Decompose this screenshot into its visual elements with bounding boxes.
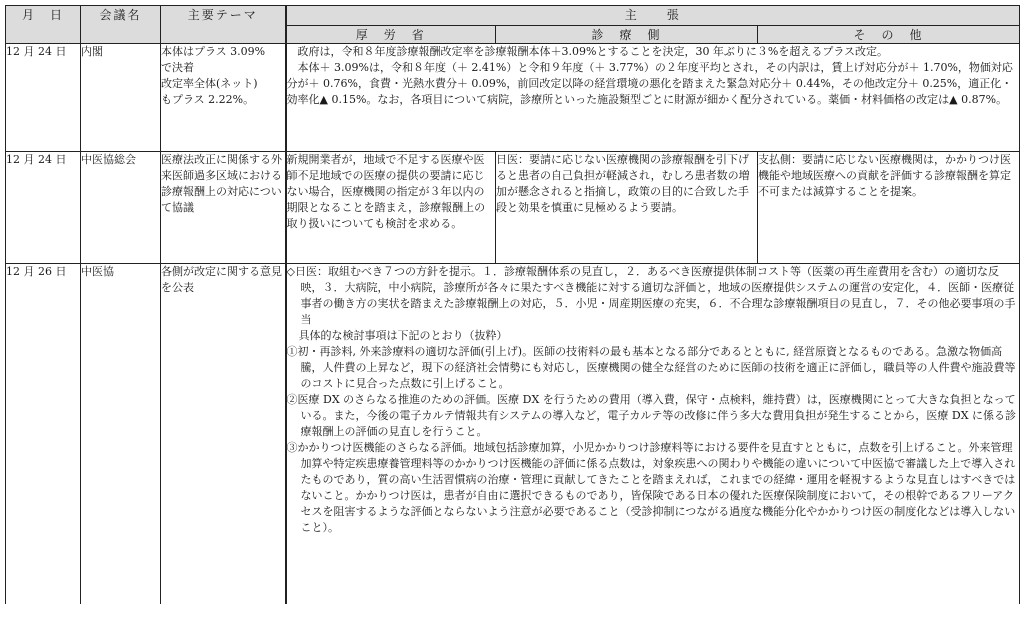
claim-paragraph: 本体＋ 3.09%は，令和８年度（＋ 2.41%）と令和９年度（＋ 3.77%）の２年度平均とされ，その内訳は，賃上げ対応分が＋ 1.70%，物価対応分が＋ 0.76%，食費・光熱水費分＋ 0.09%，前回改定以降の経営環境の悪化を踏まえた緊急対応分＋ 0.44%，その他改定分＋ 0.25%，適正化・効率化▲ 0.15%。なお，各項目について病院，診療所といった施設類型ごとに財源が細かく配分されている。薬価・材料価格の改定は▲ 0.87%。 [286, 61, 1013, 106]
claim-paragraph: 政府は，令和８年度診療報酬改定率を診療報酬本体＋3.09%とすることを決定，30 年ぶりに３%を超えるプラス改定。 [286, 45, 889, 58]
jma-subheading: 具体的な検討事項は下記のとおり（抜粋） [298, 329, 508, 342]
row-meeting: 中医協 [81, 264, 161, 604]
table-row [6, 264, 1020, 604]
row-date: 12 月 24 日 [6, 152, 81, 264]
jma-item: ②医療 DX のさらなる推進のための評価。医療 DX を行うための費用（導入費，保守・点検料，維持費）は，医療機関にとって大きな負担となっている。また，今後の電子カルテ情報共有システムの導入など，電子カルテ等の改修に伴う多大な費用負担が発生することから，医療 DX に係る診療報酬上の評価の見直しを行うこと。 [286, 393, 1017, 438]
jma-item: ③かかりつけ医機能のさらなる評価。地域包括診療加算，小児かかりつけ診療料等における要件を見直すとともに，点数を引上げること。外来管理加算や特定疾患療養管理料等のかかりつけ医機能の評価に係る点数は，対象疾患への関わりや機能の違いについて中医協で審議した上で導入されたものであり，質の高い生活習慣病の治療・管理に貢献してきたことを踏まえれば，これまでの経緯・運用を軽視するような見直しはすべきではないこと。かかりつけ医は，患者が自由に選択できるものであり，皆保険である日本の優れた医療保険制度において，その根幹であるフリーアクセスを阻害するような評価とならないよう注意が必要であること（受診抑制につながる過度な機能分化やかかりつけ医の制度化などは導入しないこと）。 [286, 441, 1016, 534]
row-mhlw-claim: 新規開業者が，地域で不足する医療や医師不足地域での医療の提供の要請に応じない場合，医療機関の指定が３年以内の期限となることを踏まえ，診療報酬上の取り扱いについても検討を求める。 [286, 152, 496, 264]
header-date: 月 日 [6, 6, 81, 44]
header-theme: 主要テーマ [161, 6, 286, 44]
row-clinical-claim: 日医：要請に応じない医療機関の診療報酬を引下げると患者の自己負担が軽減され，むしろ患者数の増加が懸念されると指摘し，政策の目的に合致した手段と効果を慎重に見極めるよう要請。 [496, 152, 758, 264]
header-clinical: 診 療 側 [496, 26, 758, 44]
header-meeting: 会議名 [81, 6, 161, 44]
table-row [6, 152, 1020, 264]
row-other-claim: 支払側：要請に応じない医療機関は，かかりつけ医機能や地域医療への貢献を評価する診療報酬を算定不可または減算することを提案。 [758, 152, 1020, 264]
row-meeting: 内閣 [81, 44, 161, 152]
revision-table [5, 5, 1020, 604]
row-date: 12 月 24 日 [6, 44, 81, 152]
row-theme: 各側が改定に関する意見を公表 [161, 264, 286, 604]
jma-item: ①初・再診料, 外来診療料の適切な評価(引上げ)。医師の技術料の最も基本となる部分であるとともに, 経営原資となるものである。急激な物価高騰，人件費の上昇など，現下の経済社会情勢にも対応し，医療機関の健全な経営のために医師の技術を適正に評価し，職員等の人件費や施設費等のコストに見合った点数に引上げること。 [286, 345, 1016, 390]
header-mhlw: 厚 労 省 [286, 26, 496, 44]
row-theme: 本体はプラス 3.09% で決着 改定率全体(ネット) もプラス 2.22%。 [161, 44, 286, 152]
row-claim-merged [286, 264, 1020, 604]
row-meeting: 中医協総会 [81, 152, 161, 264]
document [5, 5, 1019, 604]
jma-intro: ◇日医：取組むべき７つの方針を提示。１．診療報酬体系の見直し，２．あるべき医療提供体制コスト等（医薬の再生産費用を含む）の適切な反映，３．大病院，中小病院，診療所が各々に果たすべき機能に対する適切な評価と，地域の医療提供システムの運営の安定化，４．医師・医療従事者の働き方の実状を踏まえた診療報酬上の対応，５．小児・周産期医療の充実，６．不合理な診療報酬項目の見直し，７．その他必要事項の手当 [286, 265, 1016, 326]
header-other: そ の 他 [758, 26, 1020, 44]
row-theme: 医療法改正に関係する外来医師過多区域における診療報酬上の対応について協議 [161, 152, 286, 264]
row-claim-merged [286, 44, 1020, 152]
table-row [6, 44, 1020, 152]
header-claims: 主 張 [286, 6, 1020, 26]
row-date: 12 月 26 日 [6, 264, 81, 604]
